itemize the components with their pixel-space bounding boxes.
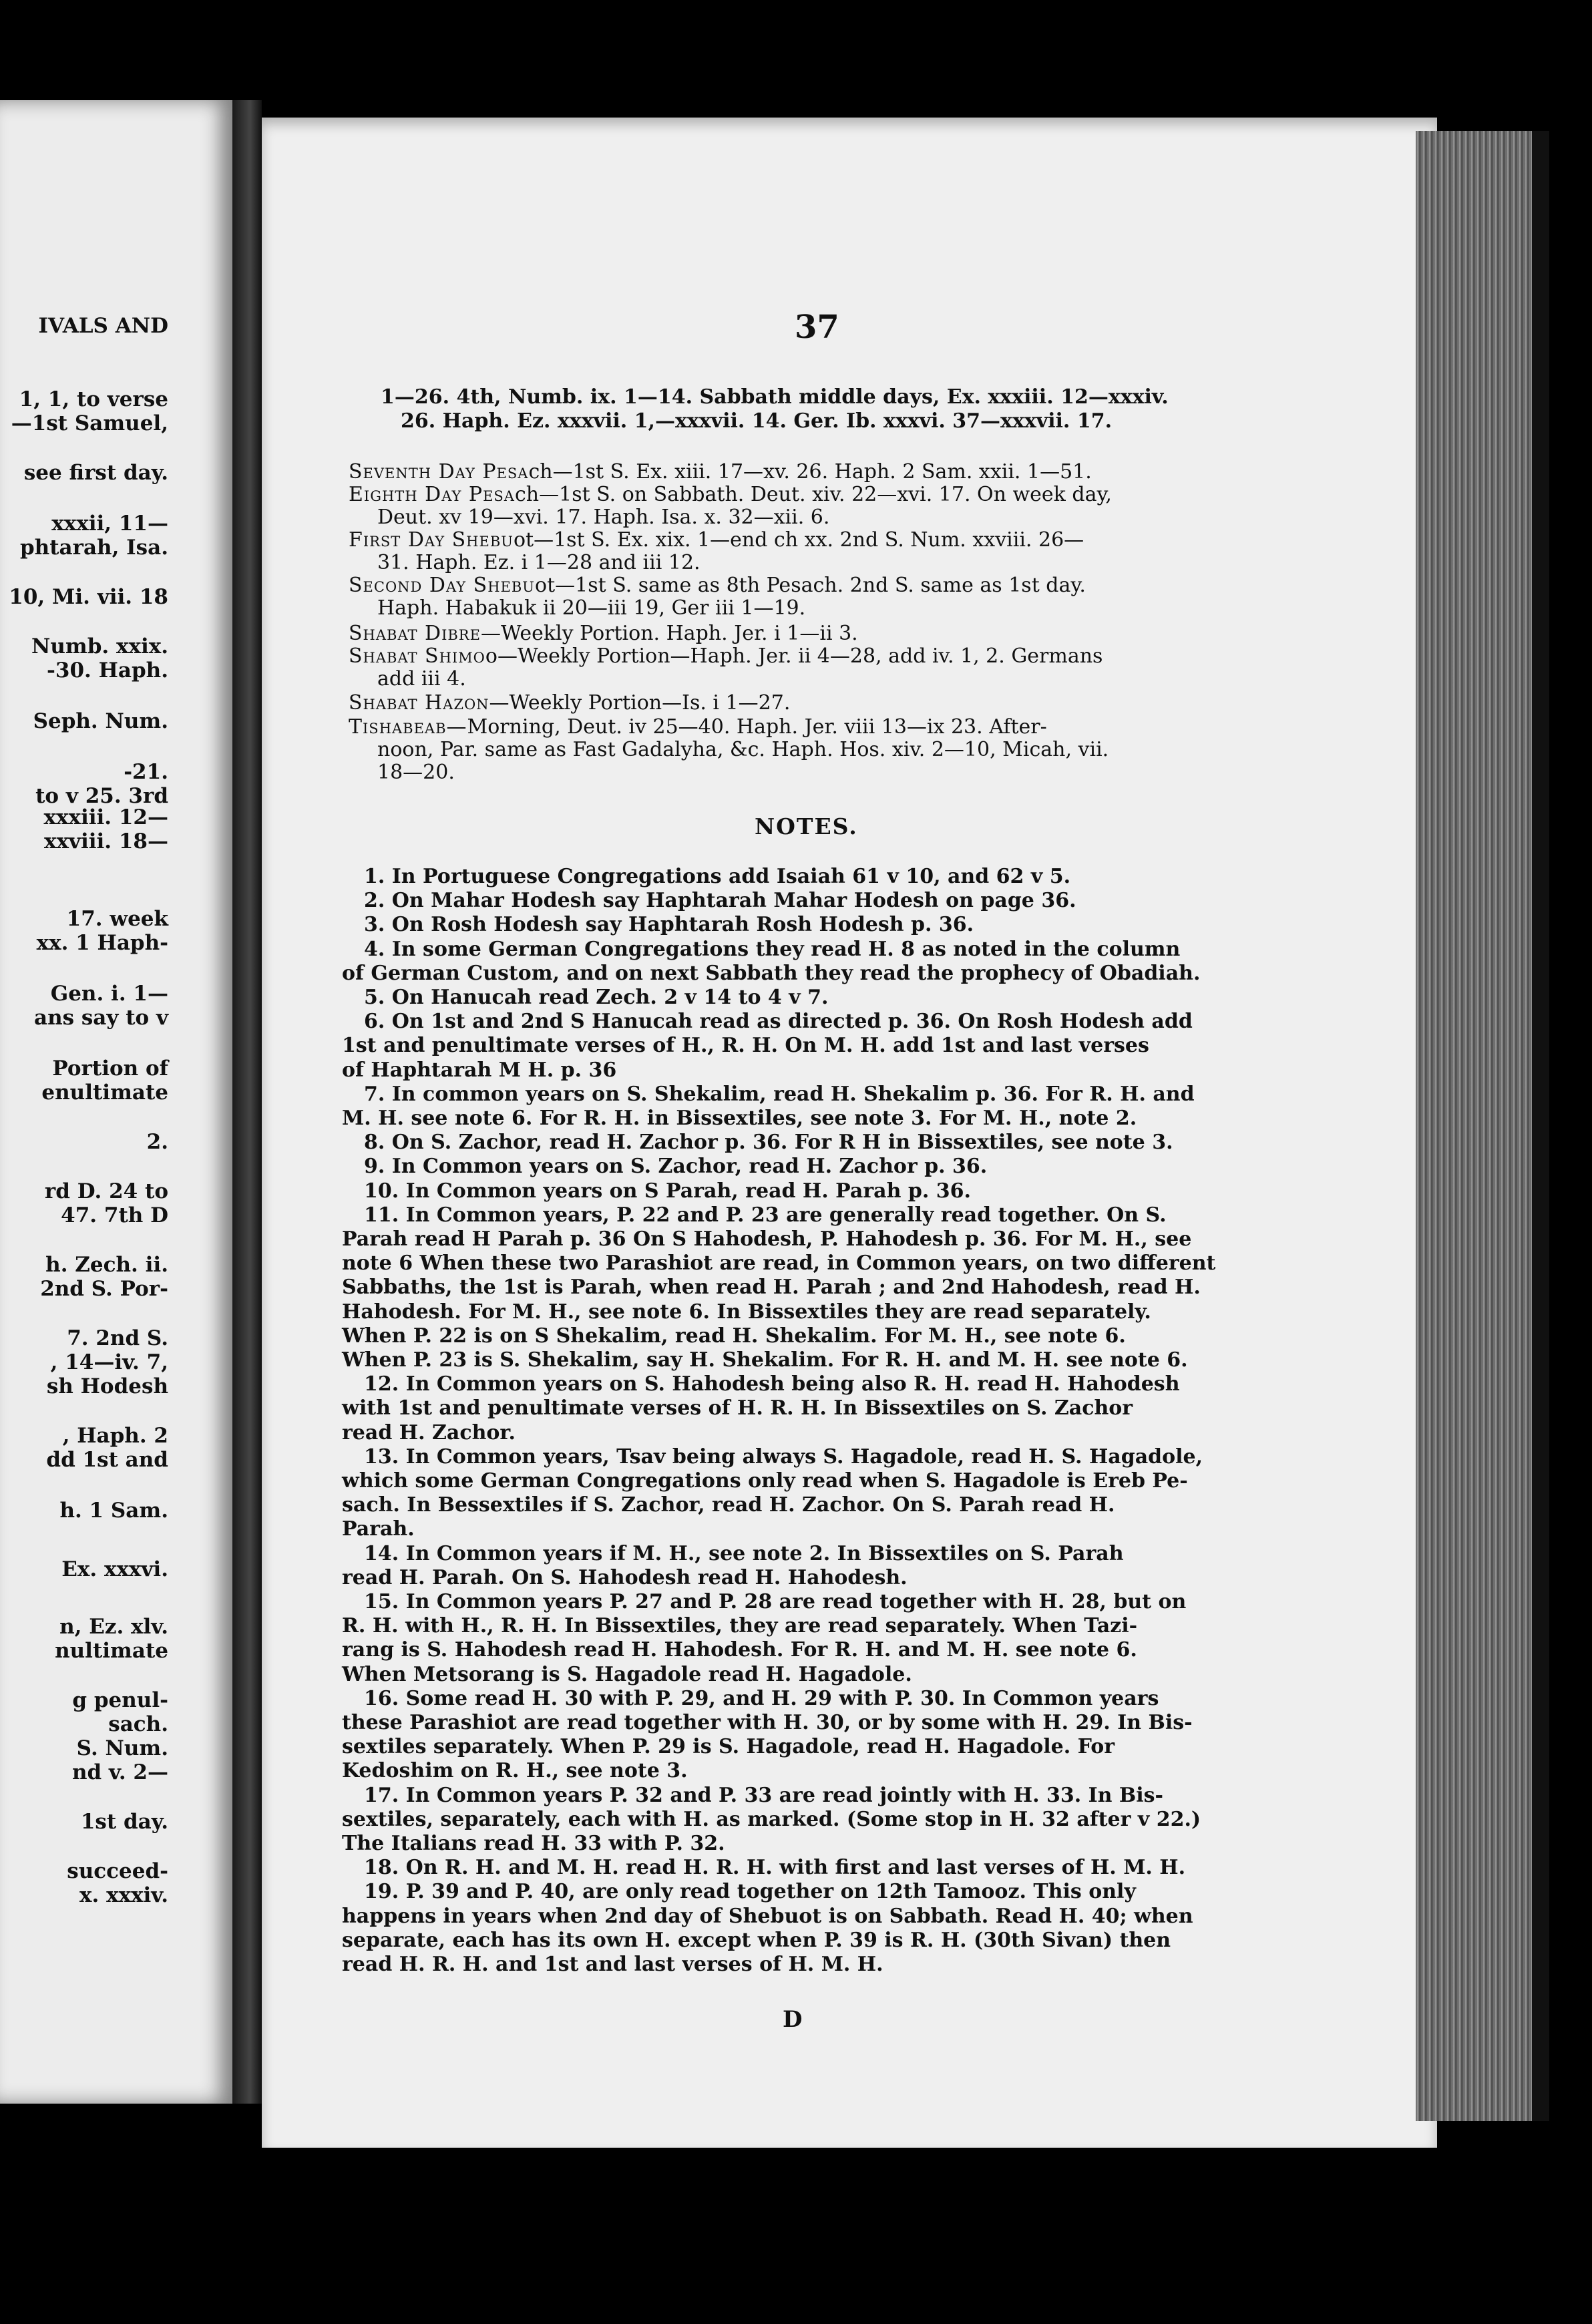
- reading-heading: Second Day Shebu: [349, 574, 536, 597]
- reading-line: Eighth Day Pesach—1st S. on Sabbath. Deut. xiv. 22—xvi. 17. On week day,: [349, 483, 1112, 506]
- note-line: 16. Some read H. 30 with P. 29, and H. 29 with P. 30. In Common years: [364, 1687, 1159, 1710]
- reading-line: Deut. xv 19—xvi. 17. Haph. Isa. x. 32—xii. 6.: [377, 506, 830, 529]
- reading-heading: Shabat Shimo: [349, 644, 485, 668]
- facing-page-line: nd v. 2—: [71, 1760, 168, 1784]
- note-line: 14. In Common years if M. H., see note 2. In Bissextiles on S. Parah: [364, 1542, 1124, 1565]
- facing-page-line: Gen. i. 1—: [50, 982, 168, 1006]
- note-line: 5. On Hanucah read Zech. 2 v 14 to 4 v 7.: [364, 986, 829, 1009]
- note-line: Hahodesh. For M. H., see note 6. In Bissextiles they are read separately.: [342, 1300, 1151, 1324]
- page-number: 37: [795, 309, 839, 346]
- note-line: 19. P. 39 and P. 40, are only read together on 12th Tamooz. This only: [364, 1880, 1136, 1903]
- note-line: 11. In Common years, P. 22 and P. 23 are generally read together. On S.: [364, 1203, 1167, 1227]
- reading-line: First Day Shebuot—1st S. Ex. xix. 1—end ch xx. 2nd S. Num. xxviii. 26—: [349, 528, 1084, 552]
- note-line: 1st and penultimate verses of H., R. H. On M. H. add 1st and last verses: [342, 1034, 1149, 1057]
- facing-page: [0, 100, 232, 2104]
- facing-page-line: Ex. xxxvi.: [61, 1557, 168, 1581]
- note-line: of German Custom, and on next Sabbath they read the prophecy of Obadiah.: [342, 962, 1201, 985]
- note-line: note 6 When these two Parashiot are read, in Common years, on two different: [342, 1251, 1216, 1275]
- notes-heading: NOTES.: [755, 813, 858, 839]
- note-line: When Metsorang is S. Hagadole read H. Hagadole.: [342, 1663, 912, 1686]
- facing-page-line: 47. 7th D: [61, 1203, 168, 1227]
- note-line: with 1st and penultimate verses of H. R. H. In Bissextiles on S. Zachor: [342, 1396, 1133, 1420]
- facing-page-line: sach.: [108, 1712, 168, 1736]
- note-line: happens in years when 2nd day of Shebuot is on Sabbath. Read H. 40; when: [342, 1905, 1193, 1928]
- reading-heading: Eighth Day Pesa: [349, 483, 515, 506]
- note-line: of Haphtarah M H. p. 36: [342, 1058, 617, 1082]
- facing-page-line: 10, Mi. vii. 18: [9, 585, 168, 609]
- note-line: 7. In common years on S. Shekalim, read H. Shekalim p. 36. For R. H. and: [364, 1083, 1195, 1106]
- facing-page-line: xxviii. 18—: [43, 829, 168, 853]
- reading-heading: Shabat Dibre: [349, 622, 481, 645]
- facing-page-line: h. Zech. ii.: [45, 1253, 168, 1277]
- reading-line: 26. Haph. Ez. xxxvii. 1,—xxxvii. 14. Ger. Ib. xxxvi. 37—xxxvii. 17.: [401, 409, 1113, 433]
- note-line: which some German Congregations only read when S. Hagadole is Ereb Pe-: [342, 1469, 1188, 1493]
- note-line: Parah read H Parah p. 36 On S Hahodesh, P. Hahodesh p. 36. For M. H., see: [342, 1227, 1192, 1251]
- facing-page-line: g penul-: [72, 1688, 168, 1712]
- facing-page-line: x. xxxiv.: [79, 1883, 168, 1907]
- facing-page-line: , Haph. 2: [62, 1424, 168, 1448]
- facing-page-line: n, Ez. xlv.: [59, 1615, 168, 1639]
- facing-page-line: 2.: [146, 1130, 168, 1154]
- facing-page-line: xxxiii. 12—: [43, 805, 168, 829]
- facing-page-line: sh Hodesh: [46, 1374, 168, 1398]
- note-line: 18. On R. H. and M. H. read H. R. H. with first and last verses of H. M. H.: [364, 1856, 1186, 1879]
- note-line: 4. In some German Congregations they read H. 8 as noted in the column: [364, 938, 1181, 961]
- note-line: separate, each has its own H. except when P. 39 is R. H. (30th Sivan) then: [342, 1929, 1171, 1952]
- book-gutter: [232, 100, 262, 2104]
- reading-heading: Seventh Day Pesa: [349, 460, 529, 483]
- facing-page-line: enultimate: [41, 1081, 168, 1105]
- reading-line: 1—26. 4th, Numb. ix. 1—14. Sabbath middle days, Ex. xxxiii. 12—xxxiv.: [381, 385, 1169, 409]
- note-line: 2. On Mahar Hodesh say Haphtarah Mahar Hodesh on page 36.: [364, 889, 1076, 912]
- note-line: The Italians read H. 33 with P. 32.: [342, 1832, 725, 1855]
- reading-heading: First Day Shebu: [349, 528, 514, 552]
- note-line: 13. In Common years, Tsav being always S. Hagadole, read H. S. Hagadole,: [364, 1445, 1203, 1469]
- note-line: read H. Parah. On S. Hahodesh read H. Hahodesh.: [342, 1566, 908, 1589]
- reading-line: add iii 4.: [377, 667, 466, 691]
- reading-line: Haph. Habakuk ii 20—iii 19, Ger iii 1—19.: [377, 596, 806, 620]
- facing-page-line: S. Num.: [76, 1736, 168, 1760]
- note-line: Parah.: [342, 1517, 415, 1541]
- facing-page-line: Numb. xxix.: [31, 634, 168, 658]
- note-line: When P. 23 is S. Shekalim, say H. Shekalim. For R. H. and M. H. see note 6.: [342, 1348, 1188, 1372]
- note-line: sextiles separately. When P. 29 is S. Hagadole, read H. Hagadole. For: [342, 1735, 1115, 1758]
- note-line: R. H. with H., R. H. In Bissextiles, they are read separately. When Tazi-: [342, 1614, 1138, 1637]
- note-line: sach. In Bessextiles if S. Zachor, read H. Zachor. On S. Parah read H.: [342, 1493, 1115, 1517]
- facing-page-line: succeed-: [67, 1859, 168, 1883]
- facing-page-line: xxxii, 11—: [51, 512, 168, 536]
- note-line: 3. On Rosh Hodesh say Haphtarah Rosh Hodesh p. 36.: [364, 913, 974, 936]
- facing-page-line: Seph. Num.: [33, 709, 168, 733]
- facing-page-line: -21.: [124, 760, 168, 784]
- facing-page-line: 1st day.: [80, 1810, 168, 1834]
- facing-page-line: —1st Samuel,: [11, 411, 168, 435]
- facing-page-line: 2nd S. Por-: [40, 1277, 168, 1301]
- note-line: 12. In Common years on S. Hahodesh being also R. H. read H. Hahodesh: [364, 1372, 1180, 1396]
- reading-line: Shabat Shimoo—Weekly Portion—Haph. Jer. ii 4—28, add iv. 1, 2. Germans: [349, 644, 1103, 668]
- reading-line: Second Day Shebuot—1st S. same as 8th Pesach. 2nd S. same as 1st day.: [349, 574, 1086, 597]
- facing-page-line: h. 1 Sam.: [59, 1499, 168, 1523]
- facing-page-line: 1, 1, to verse: [19, 387, 168, 411]
- reading-line: Shabat Dibre—Weekly Portion. Haph. Jer. i 1—ii 3.: [349, 622, 858, 645]
- note-line: Kedoshim on R. H., see note 3.: [342, 1759, 688, 1782]
- note-line: When P. 22 is on S Shekalim, read H. Shekalim. For M. H., see note 6.: [342, 1324, 1126, 1348]
- note-line: M. H. see note 6. For R. H. in Bissextiles, see note 3. For M. H., note 2.: [342, 1107, 1137, 1130]
- reading-heading: Shabat Hazon: [349, 691, 489, 715]
- facing-page-line: xx. 1 Haph-: [36, 931, 168, 955]
- reading-line: 18—20.: [377, 761, 455, 784]
- note-line: read H. R. H. and 1st and last verses of H. M. H.: [342, 1953, 883, 1976]
- reading-line: Seventh Day Pesach—1st S. Ex. xiii. 17—xv. 26. Haph. 2 Sam. xxii. 1—51.: [349, 460, 1092, 483]
- signature-mark: D: [783, 2006, 803, 2033]
- note-line: 1. In Portuguese Congregations add Isaiah 61 v 10, and 62 v 5.: [364, 865, 1071, 888]
- facing-page-line: to v 25. 3rd: [35, 784, 168, 808]
- page-edges: [1416, 131, 1549, 2121]
- facing-page-line: ans say to v: [33, 1006, 168, 1030]
- note-line: 17. In Common years P. 32 and P. 33 are read jointly with H. 33. In Bis-: [364, 1784, 1163, 1807]
- note-line: read H. Zachor.: [342, 1421, 516, 1444]
- facing-page-line: 7. 2nd S.: [67, 1326, 168, 1350]
- note-line: 15. In Common years P. 27 and P. 28 are read together with H. 28, but on: [364, 1590, 1187, 1613]
- note-line: these Parashiot are read together with H. 30, or by some with H. 29. In Bis-: [342, 1711, 1193, 1734]
- facing-page-line: IVALS AND: [38, 314, 168, 338]
- facing-page-line: rd D. 24 to: [44, 1179, 168, 1203]
- note-line: 6. On 1st and 2nd S Hanucah read as directed p. 36. On Rosh Hodesh add: [364, 1010, 1193, 1033]
- reading-line: Shabat Hazon—Weekly Portion—Is. i 1—27.: [349, 691, 791, 715]
- note-line: 9. In Common years on S. Zachor, read H. Zachor p. 36.: [364, 1155, 988, 1178]
- note-line: Sabbaths, the 1st is Parah, when read H. Parah ; and 2nd Hahodesh, read H.: [342, 1276, 1201, 1299]
- facing-page-line: Portion of: [52, 1056, 168, 1081]
- note-line: sextiles, separately, each with H. as marked. (Some stop in H. 32 after v 22.): [342, 1808, 1201, 1831]
- reading-line: noon, Par. same as Fast Gadalyha, &c. Haph. Hos. xiv. 2—10, Micah, vii.: [377, 738, 1109, 761]
- facing-page-line: nultimate: [55, 1639, 168, 1663]
- note-line: rang is S. Hahodesh read H. Hahodesh. For R. H. and M. H. see note 6.: [342, 1638, 1137, 1662]
- facing-page-line: -30. Haph.: [47, 658, 168, 683]
- reading-heading: Tishabeab—: [349, 715, 467, 739]
- reading-line: 31. Haph. Ez. i 1—28 and iii 12.: [377, 551, 701, 574]
- facing-page-line: see first day.: [23, 461, 168, 485]
- facing-page-line: , 14—iv. 7,: [50, 1350, 168, 1374]
- facing-page-line: 17. week: [66, 907, 168, 931]
- facing-page-line: dd 1st and: [46, 1448, 168, 1472]
- facing-page-line: phtarah, Isa.: [20, 536, 168, 560]
- reading-line: Tishabeab—Morning, Deut. iv 25—40. Haph. Jer. viii 13—ix 23. After-: [349, 715, 1047, 739]
- note-line: 8. On S. Zachor, read H. Zachor p. 36. For R H in Bissextiles, see note 3.: [364, 1131, 1173, 1154]
- note-line: 10. In Common years on S Parah, read H. Parah p. 36.: [364, 1179, 971, 1203]
